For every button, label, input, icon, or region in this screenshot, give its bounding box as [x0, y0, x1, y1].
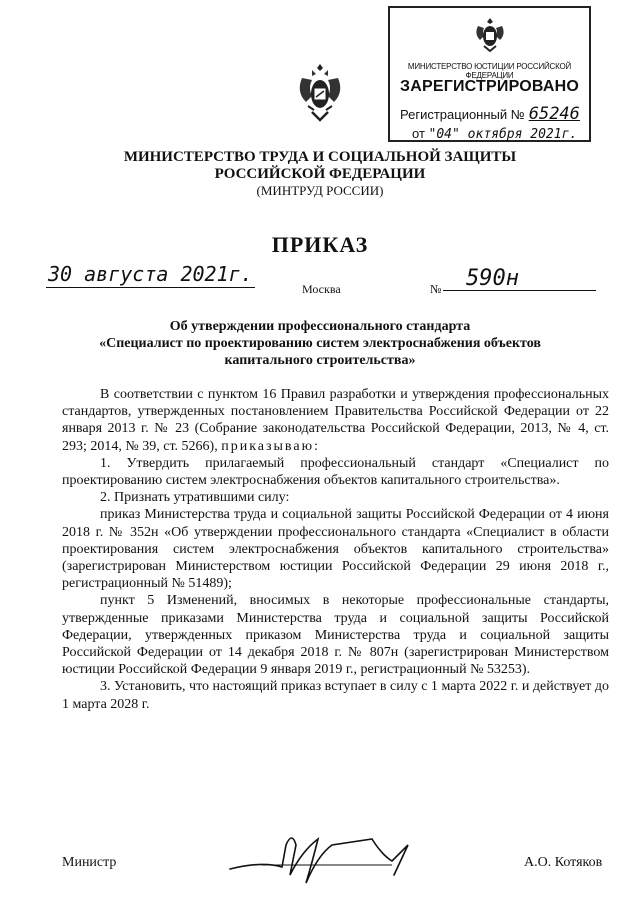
preamble-text: В соответствии с пунктом 16 Правил разработки и утверждения профессиональных стандартов, утвержденных постановлением Правительства Российской Федерации от 22 января 2013 г. № 23 (Собрание законодательства Российской Федерации, 2013, № 4, ст. 293; 2014, № 39, ст. 5266), [62, 387, 609, 454]
registration-stamp [388, 6, 591, 142]
ministry-name [0, 149, 640, 183]
stamp-reg-number: 65246 [528, 104, 580, 124]
document-title: ПРИКАЗ [271, 232, 369, 257]
order-number: 590н [466, 266, 519, 291]
subject-line-3: капитального строительства» [224, 353, 416, 368]
body-paragraph: пункт 5 Изменений, вносимых в некоторые профессиональные стандарты, утвержденные приказами Министерства труда и социальной защиты Российской Федерации, утвержденных приказом Министерства труда и социальной защиты Российской Федерации от 14 декабря 2018 г. № 807н (зарегистрирован Министерством юстиции Российской Федерации 9 января 2019 г., регистрационный № 53253). [62, 593, 609, 678]
stamp-date-value: "04" октября 2021г. [428, 127, 578, 142]
body-paragraph: приказ Министерства труда и социальной защиты Российской Федерации от 4 июня 2018 г. № 352н «Об утверждении профессионального стандарта «Специалист в области проектирования систем электроснабжения объектов капитального строительства» (зарегистрирован Министерством юстиции Российской Федерации 29 июня 2018 г., регистрационный № 51489); [62, 507, 609, 592]
ministry-short-name: (МИНТРУД РОССИИ) [256, 183, 384, 198]
subject-line-2: «Специалист по проектированию систем электроснабжения объектов [99, 336, 541, 351]
stamp-registered: ЗАРЕГИСТРИРОВАНО [399, 78, 579, 95]
order-body [62, 386, 609, 713]
body-paragraph [62, 386, 609, 455]
ministry-line-2: РОССИЙСКОЙ ФЕДЕРАЦИИ [214, 166, 426, 182]
body-paragraph: 2. Признать утратившими силу: [100, 490, 290, 506]
order-directive: приказываю: [221, 438, 320, 454]
body-paragraph: 3. Установить, что настоящий приказ вступает в силу с 1 марта 2022 г. и действует до 1 марта 2028 г. [62, 679, 609, 712]
stamp-ministry: МИНИСТЕРСТВО ЮСТИЦИИ РОССИЙСКОЙ ФЕДЕРАЦИИ [407, 62, 572, 80]
signer-name: А.О. Котяков [524, 855, 603, 870]
signer-position: Министр [62, 855, 117, 870]
order-subject [60, 318, 580, 369]
stamp-reg-label: Регистрационный № [400, 107, 525, 122]
ministry-line-1: МИНИСТЕРСТВО ТРУДА И СОЦИАЛЬНОЙ ЗАЩИТЫ [123, 149, 517, 165]
stamp-registration-number [400, 104, 580, 124]
state-emblem-icon [296, 62, 344, 124]
order-date: 30 августа 2021г. [48, 262, 253, 286]
order-city: Москва [302, 282, 341, 296]
signature-icon [222, 825, 422, 887]
coat-of-arms-icon [470, 14, 510, 54]
subject-line-1: Об утверждении профессионального стандарта [169, 319, 471, 334]
number-sign: № [430, 282, 442, 296]
body-paragraph: 1. Утвердить прилагаемый профессиональный стандарт «Специалист по проектированию систем электроснабжения объектов капитального строительства». [62, 455, 609, 489]
stamp-date [412, 126, 577, 142]
stamp-date-prefix: от [412, 126, 425, 141]
